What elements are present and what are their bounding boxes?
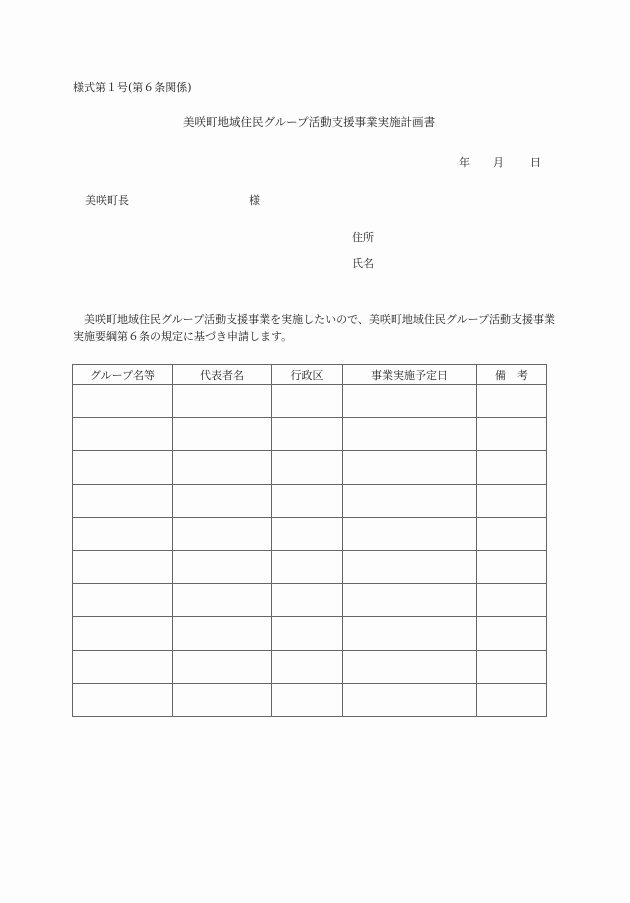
district-cell[interactable] (272, 385, 343, 418)
district-cell[interactable] (272, 517, 343, 550)
column-header-group-name: グループ名等 (73, 365, 173, 385)
addressee: 美咲町長 (85, 194, 129, 207)
table-row (73, 650, 547, 683)
district-cell[interactable] (272, 617, 343, 650)
table-row (73, 484, 547, 517)
applicant-name-label: 氏名 (352, 257, 374, 270)
date-day-label: 日 (530, 156, 541, 169)
column-header-representative: 代表者名 (173, 365, 272, 385)
column-header-district: 行政区 (272, 365, 343, 385)
district-cell[interactable] (272, 650, 343, 683)
representative-cell[interactable] (173, 683, 272, 716)
group-name-cell[interactable] (73, 385, 173, 418)
representative-cell[interactable] (173, 451, 272, 484)
group-name-cell[interactable] (73, 650, 173, 683)
honorific: 様 (249, 194, 260, 207)
activity-plan-table (72, 364, 547, 717)
scheduled-date-cell[interactable] (343, 517, 477, 550)
table-row (73, 451, 547, 484)
remarks-cell[interactable] (477, 484, 547, 517)
district-cell[interactable] (272, 451, 343, 484)
representative-cell[interactable] (173, 550, 272, 583)
district-cell[interactable] (272, 418, 343, 451)
remarks-cell[interactable] (477, 385, 547, 418)
group-name-cell[interactable] (73, 484, 173, 517)
district-cell[interactable] (272, 584, 343, 617)
scheduled-date-cell[interactable] (343, 650, 477, 683)
remarks-cell[interactable] (477, 650, 547, 683)
form-number: 様式第１号(第６条関係) (73, 81, 192, 94)
remarks-cell[interactable] (477, 517, 547, 550)
group-name-cell[interactable] (73, 451, 173, 484)
group-name-cell[interactable] (73, 683, 173, 716)
district-cell[interactable] (272, 683, 343, 716)
group-name-cell[interactable] (73, 418, 173, 451)
table-row (73, 418, 547, 451)
scheduled-date-cell[interactable] (343, 550, 477, 583)
scheduled-date-cell[interactable] (343, 617, 477, 650)
remarks-cell[interactable] (477, 418, 547, 451)
representative-cell[interactable] (173, 517, 272, 550)
date-month-label: 月 (493, 156, 504, 169)
group-name-cell[interactable] (73, 517, 173, 550)
column-header-remarks: 備 考 (477, 365, 547, 385)
representative-cell[interactable] (173, 584, 272, 617)
representative-cell[interactable] (173, 418, 272, 451)
table-row (73, 385, 547, 418)
scheduled-date-cell[interactable] (343, 451, 477, 484)
document-title: 美咲町地域住民グループ活動支援事業実施計画書 (183, 115, 436, 129)
scheduled-date-cell[interactable] (343, 584, 477, 617)
scheduled-date-cell[interactable] (343, 683, 477, 716)
group-name-cell[interactable] (73, 550, 173, 583)
scheduled-date-cell[interactable] (343, 418, 477, 451)
table-row (73, 517, 547, 550)
district-cell[interactable] (272, 550, 343, 583)
application-statement: 美咲町地域住民グループ活動支援事業を実施したいので、美咲町地域住民グループ活動支援事業実施要綱第６条の規定に基づき申請します。 (73, 313, 556, 343)
remarks-cell[interactable] (477, 584, 547, 617)
remarks-cell[interactable] (477, 550, 547, 583)
scheduled-date-cell[interactable] (343, 484, 477, 517)
group-name-cell[interactable] (73, 584, 173, 617)
group-name-cell[interactable] (73, 617, 173, 650)
representative-cell[interactable] (173, 617, 272, 650)
table-row (73, 550, 547, 583)
table-row (73, 617, 547, 650)
remarks-cell[interactable] (477, 451, 547, 484)
date-year-label: 年 (459, 156, 470, 169)
table-row (73, 683, 547, 716)
applicant-address-label: 住所 (352, 231, 374, 244)
district-cell[interactable] (272, 484, 343, 517)
representative-cell[interactable] (173, 385, 272, 418)
representative-cell[interactable] (173, 650, 272, 683)
scheduled-date-cell[interactable] (343, 385, 477, 418)
column-header-scheduled-date: 事業実施予定日 (343, 365, 477, 385)
table-row (73, 584, 547, 617)
remarks-cell[interactable] (477, 617, 547, 650)
representative-cell[interactable] (173, 484, 272, 517)
table-header-row (73, 365, 547, 385)
remarks-cell[interactable] (477, 683, 547, 716)
